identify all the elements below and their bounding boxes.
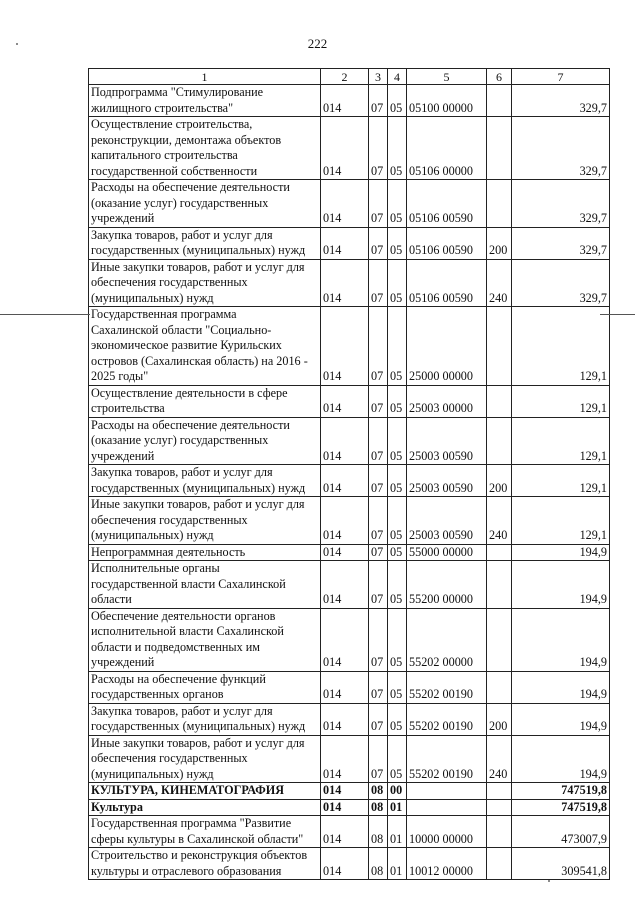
cell-section: 08 <box>369 799 388 816</box>
cell-amount: 329,7 <box>512 227 610 259</box>
cell-ministry: 014 <box>321 799 369 816</box>
cell-ministry: 014 <box>321 307 369 386</box>
cell-expense-type <box>487 608 512 671</box>
cell-expense-type <box>487 783 512 800</box>
cell-target-article: 55202 00190 <box>407 735 487 783</box>
table-row <box>89 703 610 735</box>
row-name: Подпрограмма "Стимулирование жилищного строительства" <box>89 85 321 117</box>
cell-expense-type: 240 <box>487 735 512 783</box>
cell-amount: 747519,8 <box>512 799 610 816</box>
cell-ministry: 014 <box>321 117 369 180</box>
scan-fold-line <box>600 314 635 315</box>
cell-subsection: 01 <box>388 799 407 816</box>
cell-subsection: 05 <box>388 385 407 417</box>
cell-expense-type <box>487 117 512 180</box>
cell-subsection: 05 <box>388 735 407 783</box>
table-row <box>89 117 610 180</box>
row-name: Закупка товаров, работ и услуг для государственных (муниципальных) нужд <box>89 703 321 735</box>
cell-expense-type <box>487 544 512 561</box>
cell-target-article: 25003 00590 <box>407 497 487 545</box>
cell-ministry: 014 <box>321 735 369 783</box>
table-row <box>89 816 610 848</box>
cell-target-article: 05106 00000 <box>407 117 487 180</box>
row-name: Исполнительные органы государственной власти Сахалинской области <box>89 561 321 609</box>
scan-speck <box>548 880 550 882</box>
cell-expense-type: 200 <box>487 227 512 259</box>
cell-expense-type <box>487 561 512 609</box>
table-row <box>89 544 610 561</box>
cell-amount: 129,1 <box>512 417 610 465</box>
cell-expense-type: 200 <box>487 703 512 735</box>
cell-expense-type <box>487 799 512 816</box>
cell-ministry: 014 <box>321 85 369 117</box>
cell-section: 07 <box>369 671 388 703</box>
cell-subsection: 01 <box>388 816 407 848</box>
cell-target-article: 05100 00000 <box>407 85 487 117</box>
cell-ministry: 014 <box>321 259 369 307</box>
cell-ministry: 014 <box>321 783 369 800</box>
cell-ministry: 014 <box>321 385 369 417</box>
cell-section: 07 <box>369 180 388 228</box>
cell-target-article <box>407 799 487 816</box>
cell-amount: 129,1 <box>512 385 610 417</box>
cell-target-article: 55202 00190 <box>407 671 487 703</box>
table-row <box>89 671 610 703</box>
cell-amount: 329,7 <box>512 85 610 117</box>
cell-section: 08 <box>369 783 388 800</box>
row-name: КУЛЬТУРА, КИНЕМАТОГРАФИЯ <box>89 783 321 800</box>
row-name: Расходы на обеспечение деятельности (оказание услуг) государственных учреждений <box>89 417 321 465</box>
column-header: 6 <box>487 69 512 85</box>
cell-target-article: 25003 00000 <box>407 385 487 417</box>
cell-target-article: 25003 00590 <box>407 417 487 465</box>
cell-subsection: 05 <box>388 608 407 671</box>
cell-target-article: 25003 00590 <box>407 465 487 497</box>
row-name: Осуществление строительства, реконструкции, демонтажа объектов капитального строительства государственной собственности <box>89 117 321 180</box>
table-row <box>89 85 610 117</box>
cell-target-article: 10012 00000 <box>407 848 487 880</box>
cell-amount: 194,9 <box>512 703 610 735</box>
cell-subsection: 05 <box>388 703 407 735</box>
cell-expense-type <box>487 848 512 880</box>
cell-ministry: 014 <box>321 848 369 880</box>
table-row <box>89 259 610 307</box>
table-row <box>89 385 610 417</box>
cell-subsection: 05 <box>388 544 407 561</box>
row-name: Государственная программа Сахалинской области "Социально- экономическое развитие Курильских островов (Сахалинская область) на 2016 - 2025 годы" <box>89 307 321 386</box>
cell-expense-type <box>487 417 512 465</box>
cell-ministry: 014 <box>321 671 369 703</box>
cell-amount: 194,9 <box>512 671 610 703</box>
cell-amount: 129,1 <box>512 307 610 386</box>
cell-section: 07 <box>369 307 388 386</box>
cell-subsection: 05 <box>388 417 407 465</box>
cell-section: 08 <box>369 848 388 880</box>
page-number: 222 <box>307 36 328 51</box>
cell-amount: 194,9 <box>512 561 610 609</box>
cell-target-article: 55000 00000 <box>407 544 487 561</box>
scan-speck <box>16 43 18 45</box>
table-row <box>89 561 610 609</box>
cell-amount: 309541,8 <box>512 848 610 880</box>
cell-section: 07 <box>369 385 388 417</box>
row-name: Расходы на обеспечение функций государственных органов <box>89 671 321 703</box>
cell-subsection: 05 <box>388 307 407 386</box>
table-body <box>89 85 610 880</box>
row-name: Расходы на обеспечение деятельности (оказание услуг) государственных учреждений <box>89 180 321 228</box>
table-row <box>89 497 610 545</box>
row-name: Иные закупки товаров, работ и услуг для обеспечения государственных (муниципальных) нужд <box>89 497 321 545</box>
cell-ministry: 014 <box>321 227 369 259</box>
row-name: Непрограммная деятельность <box>89 544 321 561</box>
column-header: 1 <box>89 69 321 85</box>
cell-amount: 329,7 <box>512 180 610 228</box>
row-name: Обеспечение деятельности органов исполнительной власти Сахалинской области и подведомственных им учреждений <box>89 608 321 671</box>
cell-target-article: 05106 00590 <box>407 259 487 307</box>
table-row <box>89 180 610 228</box>
cell-ministry: 014 <box>321 703 369 735</box>
cell-expense-type: 240 <box>487 259 512 307</box>
row-name: Осуществление деятельности в сфере строительства <box>89 385 321 417</box>
cell-section: 07 <box>369 561 388 609</box>
row-name: Строительство и реконструкция объектов культуры и отраслевого образования <box>89 848 321 880</box>
cell-amount: 129,1 <box>512 497 610 545</box>
cell-target-article: 55202 00000 <box>407 608 487 671</box>
cell-subsection: 05 <box>388 259 407 307</box>
cell-amount: 129,1 <box>512 465 610 497</box>
cell-subsection: 05 <box>388 117 407 180</box>
cell-section: 07 <box>369 608 388 671</box>
cell-section: 07 <box>369 544 388 561</box>
cell-target-article: 10000 00000 <box>407 816 487 848</box>
cell-section: 07 <box>369 85 388 117</box>
cell-expense-type <box>487 385 512 417</box>
column-header: 2 <box>321 69 369 85</box>
row-name: Закупка товаров, работ и услуг для государственных (муниципальных) нужд <box>89 227 321 259</box>
cell-ministry: 014 <box>321 816 369 848</box>
cell-subsection: 01 <box>388 848 407 880</box>
cell-amount: 194,9 <box>512 544 610 561</box>
column-header: 5 <box>407 69 487 85</box>
cell-section: 07 <box>369 417 388 465</box>
cell-expense-type <box>487 180 512 228</box>
table-row <box>89 848 610 880</box>
cell-expense-type: 200 <box>487 465 512 497</box>
table-row <box>89 799 610 816</box>
table-row <box>89 608 610 671</box>
cell-expense-type <box>487 816 512 848</box>
cell-target-article: 55200 00000 <box>407 561 487 609</box>
column-header: 7 <box>512 69 610 85</box>
row-name: Иные закупки товаров, работ и услуг для обеспечения государственных (муниципальных) нужд <box>89 735 321 783</box>
cell-section: 07 <box>369 117 388 180</box>
cell-target-article: 55202 00190 <box>407 703 487 735</box>
column-header: 3 <box>369 69 388 85</box>
cell-subsection: 05 <box>388 671 407 703</box>
cell-target-article: 05106 00590 <box>407 180 487 228</box>
row-name: Культура <box>89 799 321 816</box>
cell-subsection: 05 <box>388 561 407 609</box>
cell-amount: 194,9 <box>512 608 610 671</box>
cell-subsection: 00 <box>388 783 407 800</box>
cell-subsection: 05 <box>388 227 407 259</box>
cell-section: 07 <box>369 227 388 259</box>
cell-target-article <box>407 783 487 800</box>
cell-ministry: 014 <box>321 497 369 545</box>
row-name: Государственная программа "Развитие сферы культуры в Сахалинской области" <box>89 816 321 848</box>
row-name: Иные закупки товаров, работ и услуг для обеспечения государственных (муниципальных) нужд <box>89 259 321 307</box>
table-row <box>89 783 610 800</box>
cell-ministry: 014 <box>321 544 369 561</box>
cell-expense-type <box>487 85 512 117</box>
cell-section: 07 <box>369 497 388 545</box>
cell-subsection: 05 <box>388 497 407 545</box>
table-row <box>89 307 610 386</box>
table-row <box>89 465 610 497</box>
cell-ministry: 014 <box>321 608 369 671</box>
cell-ministry: 014 <box>321 180 369 228</box>
cell-expense-type: 240 <box>487 497 512 545</box>
cell-ministry: 014 <box>321 417 369 465</box>
cell-subsection: 05 <box>388 465 407 497</box>
cell-amount: 194,9 <box>512 735 610 783</box>
cell-amount: 747519,8 <box>512 783 610 800</box>
cell-section: 07 <box>369 465 388 497</box>
cell-ministry: 014 <box>321 465 369 497</box>
cell-section: 07 <box>369 703 388 735</box>
cell-subsection: 05 <box>388 180 407 228</box>
cell-section: 07 <box>369 735 388 783</box>
budget-table <box>88 68 610 880</box>
cell-section: 07 <box>369 259 388 307</box>
cell-section: 08 <box>369 816 388 848</box>
cell-expense-type <box>487 307 512 386</box>
column-header: 4 <box>388 69 407 85</box>
cell-target-article: 25000 00000 <box>407 307 487 386</box>
cell-ministry: 014 <box>321 561 369 609</box>
cell-target-article: 05106 00590 <box>407 227 487 259</box>
table-row <box>89 417 610 465</box>
cell-amount: 473007,9 <box>512 816 610 848</box>
cell-expense-type <box>487 671 512 703</box>
cell-amount: 329,7 <box>512 259 610 307</box>
cell-amount: 329,7 <box>512 117 610 180</box>
row-name: Закупка товаров, работ и услуг для государственных (муниципальных) нужд <box>89 465 321 497</box>
cell-subsection: 05 <box>388 85 407 117</box>
scan-fold-line <box>0 314 90 315</box>
table-row <box>89 227 610 259</box>
table-header-row <box>89 69 610 85</box>
table-row <box>89 735 610 783</box>
